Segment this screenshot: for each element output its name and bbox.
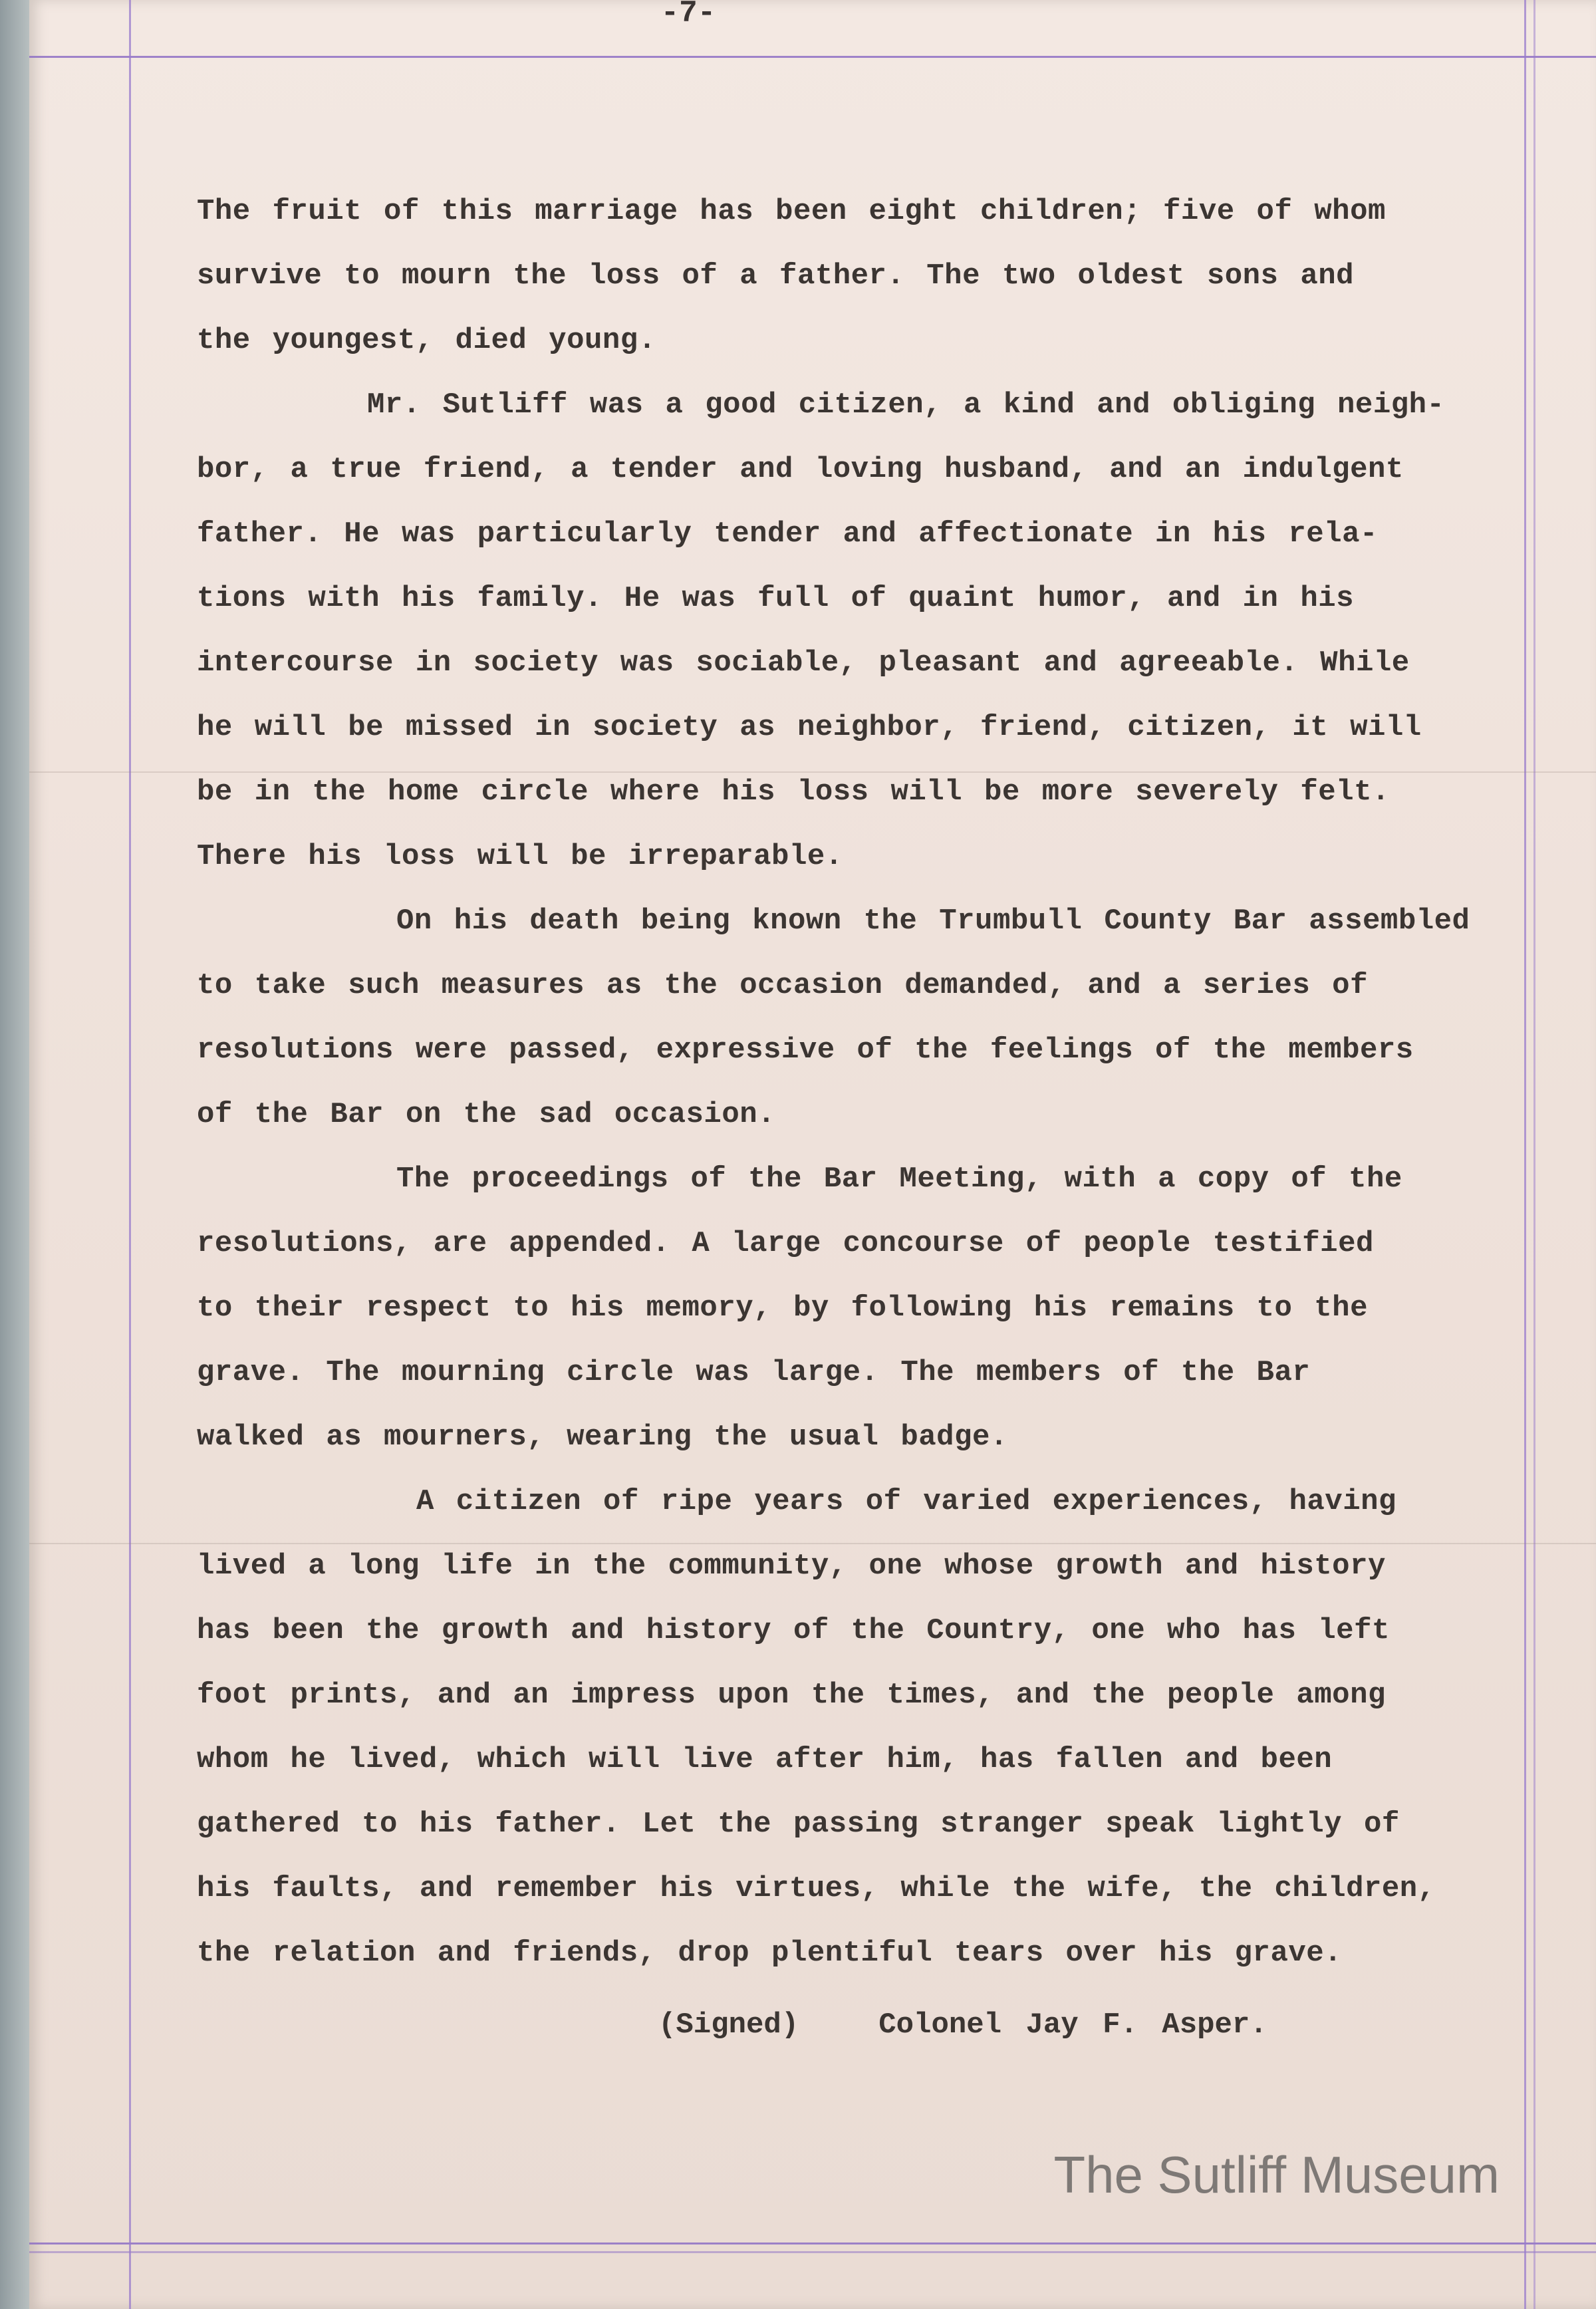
text-line: There his loss will be irreparable.	[197, 840, 843, 873]
text-line: Mr. Sutliff was a good citizen, a kind and obliging neigh-	[367, 388, 1445, 422]
museum-watermark: The Sutliff Museum	[1053, 2145, 1500, 2204]
text-line: resolutions were passed, expressive of the feelings of the members	[197, 1033, 1414, 1067]
text-line: has been the growth and history of the Country, one who has left	[197, 1614, 1390, 1647]
text-line: survive to mourn the loss of a father. The two oldest sons and	[197, 259, 1355, 293]
text-line: A citizen of ripe years of varied experiences, having	[416, 1485, 1396, 1518]
text-line: tions with his family. He was full of quaint humor, and in his	[197, 582, 1355, 615]
text-line: the youngest, died young.	[197, 324, 656, 357]
text-line: resolutions, are appended. A large concourse of people testified	[197, 1227, 1374, 1260]
text-line: the relation and friends, drop plentiful tears over his grave.	[197, 1937, 1343, 1970]
left-margin-line	[129, 0, 131, 2309]
typed-letter-body	[197, 180, 1520, 1986]
signature-line	[658, 2008, 1267, 2042]
text-line: intercourse in society was sociable, pleasant and agreeable. While	[197, 646, 1410, 680]
bottom-rule-line-2	[29, 2251, 1596, 2253]
text-line: to take such measures as the occasion demanded, and a series of	[197, 969, 1368, 1002]
text-line: walked as mourners, wearing the usual badge.	[197, 1421, 1008, 1454]
text-line: he will be missed in society as neighbor, friend, citizen, it will	[197, 711, 1422, 744]
text-line: of the Bar on the sad occasion.	[197, 1098, 776, 1131]
right-margin-line	[1524, 0, 1526, 2309]
text-line: to their respect to his memory, by following his remains to the	[197, 1291, 1368, 1325]
text-line: foot prints, and an impress upon the times, and the people among	[197, 1679, 1386, 1712]
text-line: bor, a true friend, a tender and loving husband, and an indulgent	[197, 453, 1404, 486]
text-line: whom he lived, which will live after him, has fallen and been	[197, 1743, 1333, 1776]
text-line: father. He was particularly tender and affectionate in his rela-	[197, 517, 1378, 551]
signatory-name: Colonel Jay F. Asper.	[878, 2008, 1267, 2042]
text-line: On his death being known the Trumbull County Bar assembled	[396, 904, 1470, 938]
text-line: be in the home circle where his loss will be more severely felt.	[197, 775, 1390, 809]
text-line: grave. The mourning circle was large. The members of the Bar	[197, 1356, 1311, 1389]
text-line: lived a long life in the community, one whose growth and history	[197, 1550, 1386, 1583]
text-line: The fruit of this marriage has been eight children; five of whom	[197, 195, 1386, 228]
top-rule-line	[29, 56, 1596, 58]
bottom-rule-line	[29, 2242, 1596, 2244]
text-line: his faults, and remember his virtues, while the wife, the children,	[197, 1872, 1436, 1905]
page-number: -7-	[660, 0, 716, 31]
signed-label: (Signed)	[658, 2008, 799, 2042]
text-line: gathered to his father. Let the passing stranger speak lightly of	[197, 1808, 1400, 1841]
right-margin-line-2	[1533, 0, 1535, 2309]
text-line: The proceedings of the Bar Meeting, with a copy of the	[396, 1162, 1402, 1196]
